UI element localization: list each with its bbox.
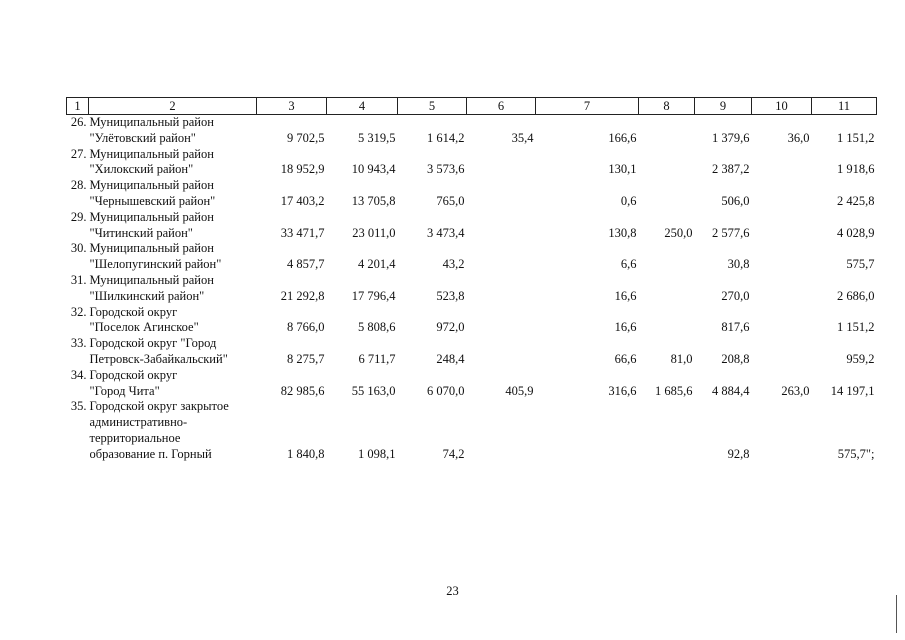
value-cell-col-11 bbox=[812, 147, 877, 163]
value-cell-col-7: 16,6 bbox=[614, 320, 637, 335]
value-cell-col-5 bbox=[398, 115, 467, 131]
table-row bbox=[67, 241, 877, 257]
value-cell-col-8 bbox=[639, 320, 695, 336]
value-cell-col-4 bbox=[327, 431, 398, 447]
value-cell-col-8 bbox=[639, 162, 695, 178]
value-cell-col-7: 66,6 bbox=[614, 351, 637, 366]
municipality-name-line: Муниципальный район bbox=[89, 178, 214, 193]
table-row bbox=[67, 194, 877, 210]
value-cell-col-5: 74,2 bbox=[442, 446, 465, 461]
value-cell-col-4 bbox=[327, 399, 398, 415]
value-cell-col-3 bbox=[257, 210, 327, 226]
page-number: 23 bbox=[446, 584, 459, 598]
value-cell-col-5: 972,0 bbox=[436, 320, 465, 335]
value-cell-col-11: 14 197,1 bbox=[830, 383, 875, 398]
value-cell-col-9 bbox=[695, 415, 752, 431]
value-cell-col-11: 575,7 bbox=[846, 257, 875, 272]
value-cell-col-3: 8 275,7 bbox=[287, 351, 325, 366]
value-cell-col-3: 17 403,2 bbox=[280, 193, 325, 208]
value-cell-col-9 bbox=[695, 210, 752, 226]
municipality-name-line: территориальное bbox=[89, 430, 181, 445]
value-cell-col-4: 10 943,4 bbox=[351, 162, 396, 177]
value-cell-col-9 bbox=[695, 305, 752, 321]
value-cell-col-10 bbox=[752, 162, 812, 178]
municipality-name-line: административно- bbox=[89, 415, 188, 430]
value-cell-col-11: 575,7"; bbox=[837, 446, 875, 461]
value-cell-col-8 bbox=[639, 194, 695, 210]
value-cell-col-4 bbox=[327, 115, 398, 131]
value-cell-col-8 bbox=[639, 289, 695, 305]
column-header-7: 7 bbox=[536, 98, 639, 115]
value-cell-col-6 bbox=[467, 368, 536, 384]
table-row bbox=[67, 115, 877, 131]
row-number bbox=[67, 226, 89, 242]
value-cell-col-10 bbox=[752, 431, 812, 447]
value-cell-col-9 bbox=[695, 368, 752, 384]
value-cell-col-11: 1 151,2 bbox=[837, 320, 875, 335]
municipality-name-line: Муниципальный район bbox=[89, 272, 214, 287]
value-cell-col-9: 506,0 bbox=[721, 193, 750, 208]
municipality-name-line: Городской округ закрытое bbox=[89, 399, 229, 414]
row-number bbox=[67, 194, 89, 210]
value-cell-col-6 bbox=[467, 147, 536, 163]
value-cell-col-7: 316,6 bbox=[608, 383, 637, 398]
value-cell-col-4: 1 098,1 bbox=[358, 446, 396, 461]
value-cell-col-4: 23 011,0 bbox=[352, 225, 396, 240]
column-header-10: 10 bbox=[752, 98, 812, 115]
value-cell-col-5 bbox=[398, 431, 467, 447]
value-cell-col-4 bbox=[327, 305, 398, 321]
value-cell-col-10 bbox=[752, 447, 812, 463]
value-cell-col-6 bbox=[467, 320, 536, 336]
value-cell-col-7: 0,6 bbox=[620, 193, 637, 208]
municipality-name-line: "Читинский район" bbox=[89, 225, 193, 240]
value-cell-col-8 bbox=[639, 131, 695, 147]
value-cell-col-8 bbox=[639, 257, 695, 273]
value-cell-col-5: 1 614,2 bbox=[427, 130, 465, 145]
value-cell-col-9 bbox=[695, 241, 752, 257]
value-cell-col-10 bbox=[752, 226, 812, 242]
value-cell-col-3 bbox=[257, 399, 327, 415]
value-cell-col-3 bbox=[257, 273, 327, 289]
value-cell-col-10 bbox=[752, 368, 812, 384]
value-cell-col-5: 3 573,6 bbox=[427, 162, 465, 177]
value-cell-col-7 bbox=[536, 147, 639, 163]
value-cell-col-3: 8 766,0 bbox=[287, 320, 325, 335]
column-header-6: 6 bbox=[467, 98, 536, 115]
value-cell-col-10 bbox=[752, 241, 812, 257]
value-cell-col-9 bbox=[695, 147, 752, 163]
value-cell-col-3 bbox=[257, 115, 327, 131]
value-cell-col-8 bbox=[639, 399, 695, 415]
value-cell-col-11 bbox=[812, 399, 877, 415]
row-number bbox=[67, 352, 89, 368]
municipality-name-line: "Шилкинский район" bbox=[89, 288, 205, 303]
table-row bbox=[67, 257, 877, 273]
value-cell-col-6 bbox=[467, 226, 536, 242]
municipality-name-line: "Улётовский район" bbox=[89, 130, 196, 145]
budget-table bbox=[66, 97, 877, 463]
value-cell-col-6 bbox=[467, 257, 536, 273]
value-cell-col-11: 959,2 bbox=[846, 351, 875, 366]
value-cell-col-7: 130,8 bbox=[608, 225, 637, 240]
value-cell-col-3 bbox=[257, 431, 327, 447]
row-number: 34. bbox=[70, 367, 87, 382]
value-cell-col-5 bbox=[398, 336, 467, 352]
value-cell-col-4 bbox=[327, 273, 398, 289]
value-cell-col-9 bbox=[695, 115, 752, 131]
value-cell-col-11 bbox=[812, 273, 877, 289]
value-cell-col-11 bbox=[812, 431, 877, 447]
value-cell-col-4: 13 705,8 bbox=[351, 193, 396, 208]
value-cell-col-10 bbox=[752, 352, 812, 368]
value-cell-col-8 bbox=[639, 336, 695, 352]
value-cell-col-6 bbox=[467, 336, 536, 352]
value-cell-col-7 bbox=[536, 273, 639, 289]
value-cell-col-6 bbox=[467, 210, 536, 226]
row-number bbox=[67, 447, 89, 463]
value-cell-col-4 bbox=[327, 178, 398, 194]
municipality-name-line: Городской округ bbox=[89, 304, 178, 319]
value-cell-col-8 bbox=[639, 210, 695, 226]
value-cell-col-3 bbox=[257, 305, 327, 321]
value-cell-col-5 bbox=[398, 210, 467, 226]
value-cell-col-7 bbox=[536, 336, 639, 352]
value-cell-col-11 bbox=[812, 241, 877, 257]
value-cell-col-7 bbox=[536, 241, 639, 257]
value-cell-col-9: 92,8 bbox=[727, 446, 750, 461]
value-cell-col-7: 166,6 bbox=[608, 130, 637, 145]
value-cell-col-5: 248,4 bbox=[436, 351, 465, 366]
value-cell-col-6: 35,4 bbox=[511, 130, 534, 145]
table-row bbox=[67, 147, 877, 163]
value-cell-col-7: 130,1 bbox=[608, 162, 637, 177]
value-cell-col-3: 18 952,9 bbox=[280, 162, 325, 177]
column-number-header-row bbox=[67, 98, 877, 115]
value-cell-col-9: 4 884,4 bbox=[712, 383, 750, 398]
value-cell-col-7 bbox=[536, 368, 639, 384]
value-cell-col-7 bbox=[536, 210, 639, 226]
table-row bbox=[67, 305, 877, 321]
row-number: 26. bbox=[70, 115, 87, 129]
value-cell-col-4 bbox=[327, 336, 398, 352]
value-cell-col-4: 55 163,0 bbox=[351, 383, 396, 398]
value-cell-col-10 bbox=[752, 257, 812, 273]
value-cell-col-9: 817,6 bbox=[721, 320, 750, 335]
value-cell-col-8 bbox=[639, 273, 695, 289]
value-cell-col-3: 21 292,8 bbox=[280, 288, 325, 303]
value-cell-col-9: 2 577,6 bbox=[712, 225, 750, 240]
table-row bbox=[67, 210, 877, 226]
value-cell-col-3 bbox=[257, 147, 327, 163]
value-cell-col-4 bbox=[327, 147, 398, 163]
value-cell-col-6 bbox=[467, 241, 536, 257]
row-number: 29. bbox=[70, 209, 87, 224]
value-cell-col-11: 1 151,2 bbox=[837, 130, 875, 145]
municipality-name-line: "Шелопугинский район" bbox=[89, 257, 222, 272]
municipality-name-line: образование п. Горный bbox=[89, 446, 212, 461]
value-cell-col-7 bbox=[536, 415, 639, 431]
value-cell-col-9 bbox=[695, 431, 752, 447]
value-cell-col-4: 4 201,4 bbox=[358, 257, 396, 272]
row-number bbox=[67, 320, 89, 336]
table-row bbox=[67, 384, 877, 400]
table-row bbox=[67, 273, 877, 289]
value-cell-col-3 bbox=[257, 368, 327, 384]
row-number bbox=[67, 289, 89, 305]
value-cell-col-5 bbox=[398, 368, 467, 384]
value-cell-col-9: 2 387,2 bbox=[712, 162, 750, 177]
value-cell-col-9 bbox=[695, 273, 752, 289]
municipality-name-line: Муниципальный район bbox=[89, 241, 214, 256]
row-number bbox=[67, 384, 89, 400]
value-cell-col-4: 5 808,6 bbox=[358, 320, 396, 335]
value-cell-col-3: 33 471,7 bbox=[280, 225, 325, 240]
value-cell-col-5: 523,8 bbox=[436, 288, 465, 303]
value-cell-col-10 bbox=[752, 147, 812, 163]
row-number bbox=[67, 431, 89, 447]
column-header-9: 9 bbox=[695, 98, 752, 115]
municipality-name-line: Городской округ bbox=[89, 367, 178, 382]
value-cell-col-10 bbox=[752, 178, 812, 194]
value-cell-col-4: 5 319,5 bbox=[358, 130, 396, 145]
value-cell-col-6 bbox=[467, 305, 536, 321]
value-cell-col-10 bbox=[752, 305, 812, 321]
value-cell-col-6 bbox=[467, 447, 536, 463]
value-cell-col-6 bbox=[467, 415, 536, 431]
municipality-name-line: Муниципальный район bbox=[89, 209, 214, 224]
value-cell-col-11 bbox=[812, 178, 877, 194]
value-cell-col-8: 1 685,6 bbox=[655, 383, 693, 398]
value-cell-col-6 bbox=[467, 273, 536, 289]
value-cell-col-5: 6 070,0 bbox=[427, 383, 465, 398]
table-row bbox=[67, 162, 877, 178]
value-cell-col-3 bbox=[257, 241, 327, 257]
table-row bbox=[67, 336, 877, 352]
value-cell-col-8: 81,0 bbox=[670, 351, 693, 366]
table-body bbox=[67, 115, 877, 463]
value-cell-col-10 bbox=[752, 210, 812, 226]
value-cell-col-5 bbox=[398, 399, 467, 415]
value-cell-col-3 bbox=[257, 336, 327, 352]
municipality-name-line: Городской округ "Город bbox=[89, 336, 217, 351]
value-cell-col-8 bbox=[639, 115, 695, 131]
value-cell-col-10 bbox=[752, 336, 812, 352]
value-cell-col-6 bbox=[467, 399, 536, 415]
value-cell-col-5 bbox=[398, 305, 467, 321]
table-row bbox=[67, 320, 877, 336]
row-number bbox=[67, 415, 89, 431]
value-cell-col-9 bbox=[695, 178, 752, 194]
municipality-name-line: Петровск-Забайкальский" bbox=[89, 351, 228, 366]
value-cell-col-5 bbox=[398, 147, 467, 163]
value-cell-col-11: 1 918,6 bbox=[837, 162, 875, 177]
value-cell-col-7 bbox=[536, 115, 639, 131]
value-cell-col-10 bbox=[752, 415, 812, 431]
value-cell-col-9: 1 379,6 bbox=[712, 130, 750, 145]
value-cell-col-6 bbox=[467, 431, 536, 447]
value-cell-col-11 bbox=[812, 210, 877, 226]
value-cell-col-6 bbox=[467, 194, 536, 210]
row-number: 32. bbox=[70, 304, 87, 319]
value-cell-col-3: 1 840,8 bbox=[287, 446, 325, 461]
value-cell-col-6 bbox=[467, 289, 536, 305]
value-cell-col-10 bbox=[752, 320, 812, 336]
table-row bbox=[67, 352, 877, 368]
value-cell-col-11 bbox=[812, 336, 877, 352]
value-cell-col-11 bbox=[812, 115, 877, 131]
value-cell-col-10: 263,0 bbox=[781, 383, 810, 398]
value-cell-col-7 bbox=[536, 431, 639, 447]
municipality-name-line: "Поселок Агинское" bbox=[89, 320, 199, 335]
municipality-name-line: "Чернышевский район" bbox=[89, 193, 216, 208]
row-number bbox=[67, 257, 89, 273]
value-cell-col-6 bbox=[467, 178, 536, 194]
column-header-8: 8 bbox=[639, 98, 695, 115]
table-row bbox=[67, 368, 877, 384]
value-cell-col-5: 3 473,4 bbox=[427, 225, 465, 240]
column-header-5: 5 bbox=[398, 98, 467, 115]
row-number: 27. bbox=[70, 146, 87, 161]
value-cell-col-8 bbox=[639, 241, 695, 257]
row-number: 31. bbox=[70, 272, 87, 287]
value-cell-col-5 bbox=[398, 241, 467, 257]
municipality-name-line: Муниципальный район bbox=[89, 115, 214, 129]
value-cell-col-10 bbox=[752, 273, 812, 289]
row-number: 30. bbox=[70, 241, 87, 256]
value-cell-col-8 bbox=[639, 431, 695, 447]
table-row bbox=[67, 226, 877, 242]
value-cell-col-8 bbox=[639, 147, 695, 163]
row-number: 35. bbox=[70, 399, 87, 414]
value-cell-col-7 bbox=[536, 305, 639, 321]
row-number: 28. bbox=[70, 178, 87, 193]
value-cell-col-10 bbox=[752, 194, 812, 210]
municipality-name-line: Муниципальный район bbox=[89, 146, 214, 161]
value-cell-col-11: 2 425,8 bbox=[837, 193, 875, 208]
value-cell-col-4 bbox=[327, 241, 398, 257]
value-cell-col-9: 270,0 bbox=[721, 288, 750, 303]
row-number bbox=[67, 131, 89, 147]
value-cell-col-4 bbox=[327, 210, 398, 226]
table-row bbox=[67, 289, 877, 305]
value-cell-col-9: 208,8 bbox=[721, 351, 750, 366]
row-number: 33. bbox=[70, 336, 87, 351]
value-cell-col-3 bbox=[257, 178, 327, 194]
value-cell-col-3: 9 702,5 bbox=[287, 130, 325, 145]
table-row bbox=[67, 131, 877, 147]
value-cell-col-7: 6,6 bbox=[620, 257, 637, 272]
value-cell-col-9 bbox=[695, 399, 752, 415]
value-cell-col-7 bbox=[536, 399, 639, 415]
column-header-11: 11 bbox=[812, 98, 877, 115]
value-cell-col-7: 16,6 bbox=[614, 288, 637, 303]
value-cell-col-9: 30,8 bbox=[727, 257, 750, 272]
value-cell-col-11: 4 028,9 bbox=[837, 225, 875, 240]
value-cell-col-5 bbox=[398, 415, 467, 431]
column-header-3: 3 bbox=[257, 98, 327, 115]
value-cell-col-10 bbox=[752, 115, 812, 131]
column-header-4: 4 bbox=[327, 98, 398, 115]
table-row bbox=[67, 415, 877, 431]
value-cell-col-11 bbox=[812, 368, 877, 384]
value-cell-col-6 bbox=[467, 352, 536, 368]
value-cell-col-10 bbox=[752, 399, 812, 415]
value-cell-col-6: 405,9 bbox=[505, 383, 534, 398]
municipality-name-line: "Хилокский район" bbox=[89, 162, 194, 177]
value-cell-col-4: 17 796,4 bbox=[351, 288, 396, 303]
table-row bbox=[67, 447, 877, 463]
value-cell-col-10 bbox=[752, 289, 812, 305]
value-cell-col-3 bbox=[257, 415, 327, 431]
value-cell-col-4: 6 711,7 bbox=[358, 351, 396, 366]
column-header-2: 2 bbox=[89, 98, 257, 115]
scan-edge-line bbox=[896, 595, 897, 633]
value-cell-col-4 bbox=[327, 415, 398, 431]
value-cell-col-10: 36,0 bbox=[787, 130, 810, 145]
value-cell-col-7 bbox=[536, 447, 639, 463]
column-header-1: 1 bbox=[67, 98, 89, 115]
value-cell-col-5: 43,2 bbox=[442, 257, 465, 272]
value-cell-col-8 bbox=[639, 447, 695, 463]
value-cell-col-8 bbox=[639, 178, 695, 194]
table-row bbox=[67, 178, 877, 194]
value-cell-col-5 bbox=[398, 273, 467, 289]
table-row bbox=[67, 399, 877, 415]
value-cell-col-11: 2 686,0 bbox=[837, 288, 875, 303]
value-cell-col-8 bbox=[639, 415, 695, 431]
municipality-name-line: "Город Чита" bbox=[89, 383, 160, 398]
value-cell-col-8: 250,0 bbox=[664, 225, 693, 240]
value-cell-col-4 bbox=[327, 368, 398, 384]
table-row bbox=[67, 431, 877, 447]
row-number bbox=[67, 162, 89, 178]
value-cell-col-5: 765,0 bbox=[436, 193, 465, 208]
value-cell-col-11 bbox=[812, 305, 877, 321]
value-cell-col-8 bbox=[639, 368, 695, 384]
value-cell-col-11 bbox=[812, 415, 877, 431]
value-cell-col-8 bbox=[639, 305, 695, 321]
value-cell-col-5 bbox=[398, 178, 467, 194]
value-cell-col-6 bbox=[467, 115, 536, 131]
value-cell-col-3: 4 857,7 bbox=[287, 257, 325, 272]
value-cell-col-9 bbox=[695, 336, 752, 352]
value-cell-col-6 bbox=[467, 162, 536, 178]
value-cell-col-7 bbox=[536, 178, 639, 194]
value-cell-col-3: 82 985,6 bbox=[280, 383, 325, 398]
